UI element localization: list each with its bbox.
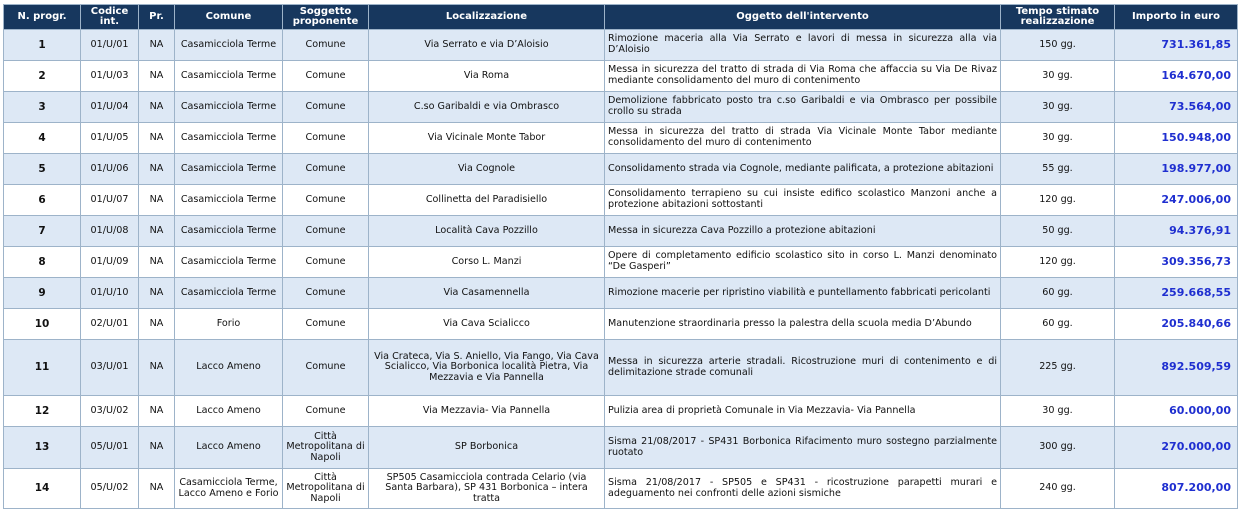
cell-soggetto: Città Metropolitana di Napoli — [283, 427, 369, 469]
cell-tempo: 225 gg. — [1001, 340, 1115, 396]
cell-pr: NA — [139, 396, 175, 427]
cell-oggetto: Sisma 21/08/2017 - SP431 Borbonica Rifacimento muro sostegno parzialmente ruotato — [605, 427, 1001, 469]
cell-comune: Lacco Ameno — [175, 396, 283, 427]
cell-localizzazione: SP505 Casamicciola contrada Celario (via Santa Barbara), SP 431 Borbonica – intera tratta — [369, 469, 605, 509]
cell-codice: 05/U/02 — [81, 469, 139, 509]
table-row — [4, 216, 1238, 247]
cell-tempo: 50 gg. — [1001, 216, 1115, 247]
cell-tempo: 150 gg. — [1001, 30, 1115, 61]
cell-soggetto: Comune — [283, 278, 369, 309]
cell-oggetto: Demolizione fabbricato posto tra c.so Garibaldi e via Ombrasco per possibile crollo su strada — [605, 92, 1001, 123]
cell-codice: 01/U/01 — [81, 30, 139, 61]
cell-n-progr: 7 — [4, 216, 81, 247]
cell-n-progr: 2 — [4, 61, 81, 92]
cell-tempo: 120 gg. — [1001, 247, 1115, 278]
cell-soggetto: Comune — [283, 216, 369, 247]
header-codice: Codice int. — [81, 5, 139, 30]
cell-localizzazione: Via Serrato e via D’Aloisio — [369, 30, 605, 61]
cell-importo: 309.356,73 — [1115, 247, 1238, 278]
cell-oggetto: Messa in sicurezza del tratto di strada Via Vicinale Monte Tabor mediante consolidamento del muro di contenimento — [605, 123, 1001, 154]
cell-oggetto: Sisma 21/08/2017 - SP505 e SP431 - ricostruzione parapetti murari e adeguamento nei confronti delle azioni sismiche — [605, 469, 1001, 509]
cell-localizzazione: Corso L. Manzi — [369, 247, 605, 278]
cell-codice: 01/U/05 — [81, 123, 139, 154]
cell-tempo: 30 gg. — [1001, 92, 1115, 123]
cell-soggetto: Comune — [283, 154, 369, 185]
cell-oggetto: Messa in sicurezza del tratto di strada di Via Roma che affaccia su Via De Rivaz mediante consolidamento del muro di contenimento — [605, 61, 1001, 92]
interventions-table-container — [3, 4, 1237, 509]
cell-pr: NA — [139, 92, 175, 123]
cell-localizzazione: Località Cava Pozzillo — [369, 216, 605, 247]
cell-tempo: 60 gg. — [1001, 278, 1115, 309]
cell-pr: NA — [139, 427, 175, 469]
cell-oggetto: Manutenzione straordinaria presso la palestra della scuola media D’Abundo — [605, 309, 1001, 340]
cell-importo: 94.376,91 — [1115, 216, 1238, 247]
cell-importo: 198.977,00 — [1115, 154, 1238, 185]
cell-codice: 01/U/03 — [81, 61, 139, 92]
cell-oggetto: Consolidamento strada via Cognole, mediante palificata, a protezione abitazioni — [605, 154, 1001, 185]
table-row — [4, 92, 1238, 123]
cell-importo: 247.006,00 — [1115, 185, 1238, 216]
cell-tempo: 30 gg. — [1001, 61, 1115, 92]
table-row — [4, 123, 1238, 154]
cell-n-progr: 8 — [4, 247, 81, 278]
cell-oggetto: Pulizia area di proprietà Comunale in Via Mezzavia- Via Pannella — [605, 396, 1001, 427]
cell-localizzazione: SP Borbonica — [369, 427, 605, 469]
header-comune: Comune — [175, 5, 283, 30]
cell-codice: 01/U/09 — [81, 247, 139, 278]
cell-comune: Casamicciola Terme — [175, 247, 283, 278]
cell-n-progr: 14 — [4, 469, 81, 509]
cell-pr: NA — [139, 216, 175, 247]
cell-tempo: 30 gg. — [1001, 123, 1115, 154]
cell-oggetto: Rimozione maceria alla Via Serrato e lavori di messa in sicurezza alla via D’Aloisio — [605, 30, 1001, 61]
cell-importo: 73.564,00 — [1115, 92, 1238, 123]
cell-pr: NA — [139, 278, 175, 309]
cell-tempo: 300 gg. — [1001, 427, 1115, 469]
cell-soggetto: Comune — [283, 247, 369, 278]
cell-soggetto: Comune — [283, 185, 369, 216]
table-row — [4, 30, 1238, 61]
table-row — [4, 469, 1238, 509]
cell-importo: 150.948,00 — [1115, 123, 1238, 154]
cell-n-progr: 12 — [4, 396, 81, 427]
cell-localizzazione: Via Cava Scialicco — [369, 309, 605, 340]
cell-soggetto: Comune — [283, 340, 369, 396]
cell-tempo: 60 gg. — [1001, 309, 1115, 340]
cell-soggetto: Comune — [283, 30, 369, 61]
table-row — [4, 309, 1238, 340]
header-soggetto: Soggetto proponente — [283, 5, 369, 30]
cell-pr: NA — [139, 61, 175, 92]
header-pr: Pr. — [139, 5, 175, 30]
cell-n-progr: 5 — [4, 154, 81, 185]
cell-importo: 731.361,85 — [1115, 30, 1238, 61]
cell-localizzazione: Via Casamennella — [369, 278, 605, 309]
header-n-progr: N. progr. — [4, 5, 81, 30]
cell-oggetto: Opere di completamento edificio scolastico sito in corso L. Manzi denominato “De Gasperi” — [605, 247, 1001, 278]
cell-codice: 03/U/01 — [81, 340, 139, 396]
cell-pr: NA — [139, 247, 175, 278]
cell-codice: 05/U/01 — [81, 427, 139, 469]
cell-tempo: 120 gg. — [1001, 185, 1115, 216]
cell-localizzazione: Via Crateca, Via S. Aniello, Via Fango, Via Cava Scialicco, Via Borbonica località Pietra, Via Mezzavia e Via Pannella — [369, 340, 605, 396]
cell-importo: 892.509,59 — [1115, 340, 1238, 396]
interventions-table — [3, 4, 1238, 509]
cell-n-progr: 1 — [4, 30, 81, 61]
table-row — [4, 278, 1238, 309]
cell-oggetto: Consolidamento terrapieno su cui insiste edifico scolastico Manzoni anche a protezione abitazioni sottostanti — [605, 185, 1001, 216]
cell-n-progr: 10 — [4, 309, 81, 340]
cell-localizzazione: Via Roma — [369, 61, 605, 92]
table-row — [4, 340, 1238, 396]
cell-n-progr: 11 — [4, 340, 81, 396]
cell-pr: NA — [139, 309, 175, 340]
cell-oggetto: Rimozione macerie per ripristino viabilità e puntellamento fabbricati pericolanti — [605, 278, 1001, 309]
cell-pr: NA — [139, 30, 175, 61]
cell-n-progr: 9 — [4, 278, 81, 309]
cell-comune: Casamicciola Terme — [175, 278, 283, 309]
cell-n-progr: 3 — [4, 92, 81, 123]
cell-n-progr: 4 — [4, 123, 81, 154]
cell-comune: Lacco Ameno — [175, 427, 283, 469]
cell-comune: Forio — [175, 309, 283, 340]
cell-soggetto: Comune — [283, 61, 369, 92]
cell-codice: 01/U/07 — [81, 185, 139, 216]
cell-codice: 01/U/04 — [81, 92, 139, 123]
cell-pr: NA — [139, 123, 175, 154]
table-row — [4, 154, 1238, 185]
cell-localizzazione: Via Cognole — [369, 154, 605, 185]
cell-codice: 01/U/10 — [81, 278, 139, 309]
cell-codice: 01/U/08 — [81, 216, 139, 247]
cell-tempo: 55 gg. — [1001, 154, 1115, 185]
cell-soggetto: Comune — [283, 396, 369, 427]
cell-tempo: 30 gg. — [1001, 396, 1115, 427]
cell-importo: 807.200,00 — [1115, 469, 1238, 509]
table-row — [4, 61, 1238, 92]
header-oggetto: Oggetto dell'intervento — [605, 5, 1001, 30]
cell-pr: NA — [139, 340, 175, 396]
cell-soggetto: Comune — [283, 92, 369, 123]
cell-soggetto: Comune — [283, 309, 369, 340]
header-importo: Importo in euro — [1115, 5, 1238, 30]
cell-comune: Casamicciola Terme — [175, 30, 283, 61]
cell-n-progr: 13 — [4, 427, 81, 469]
table-header-row — [4, 5, 1238, 30]
cell-codice: 02/U/01 — [81, 309, 139, 340]
cell-oggetto: Messa in sicurezza Cava Pozzillo a protezione abitazioni — [605, 216, 1001, 247]
cell-tempo: 240 gg. — [1001, 469, 1115, 509]
table-row — [4, 396, 1238, 427]
cell-codice: 03/U/02 — [81, 396, 139, 427]
cell-importo: 270.000,00 — [1115, 427, 1238, 469]
cell-comune: Casamicciola Terme — [175, 154, 283, 185]
cell-oggetto: Messa in sicurezza arterie stradali. Ricostruzione muri di contenimento e di delimitazione strade comunali — [605, 340, 1001, 396]
cell-importo: 259.668,55 — [1115, 278, 1238, 309]
cell-codice: 01/U/06 — [81, 154, 139, 185]
header-localizzazione: Localizzazione — [369, 5, 605, 30]
header-tempo: Tempo stimato realizzazione — [1001, 5, 1115, 30]
cell-localizzazione: Via Vicinale Monte Tabor — [369, 123, 605, 154]
cell-localizzazione: C.so Garibaldi e via Ombrasco — [369, 92, 605, 123]
cell-comune: Casamicciola Terme — [175, 123, 283, 154]
cell-importo: 60.000,00 — [1115, 396, 1238, 427]
cell-importo: 164.670,00 — [1115, 61, 1238, 92]
cell-comune: Casamicciola Terme — [175, 92, 283, 123]
cell-n-progr: 6 — [4, 185, 81, 216]
cell-pr: NA — [139, 469, 175, 509]
cell-comune: Lacco Ameno — [175, 340, 283, 396]
table-body — [4, 30, 1238, 509]
cell-comune: Casamicciola Terme — [175, 216, 283, 247]
cell-soggetto: Città Metropolitana di Napoli — [283, 469, 369, 509]
cell-localizzazione: Via Mezzavia- Via Pannella — [369, 396, 605, 427]
cell-pr: NA — [139, 154, 175, 185]
cell-comune: Casamicciola Terme — [175, 61, 283, 92]
cell-importo: 205.840,66 — [1115, 309, 1238, 340]
table-row — [4, 247, 1238, 278]
cell-soggetto: Comune — [283, 123, 369, 154]
table-row — [4, 185, 1238, 216]
cell-comune: Casamicciola Terme — [175, 185, 283, 216]
cell-localizzazione: Collinetta del Paradisiello — [369, 185, 605, 216]
cell-pr: NA — [139, 185, 175, 216]
cell-comune: Casamicciola Terme, Lacco Ameno e Forio — [175, 469, 283, 509]
table-row — [4, 427, 1238, 469]
